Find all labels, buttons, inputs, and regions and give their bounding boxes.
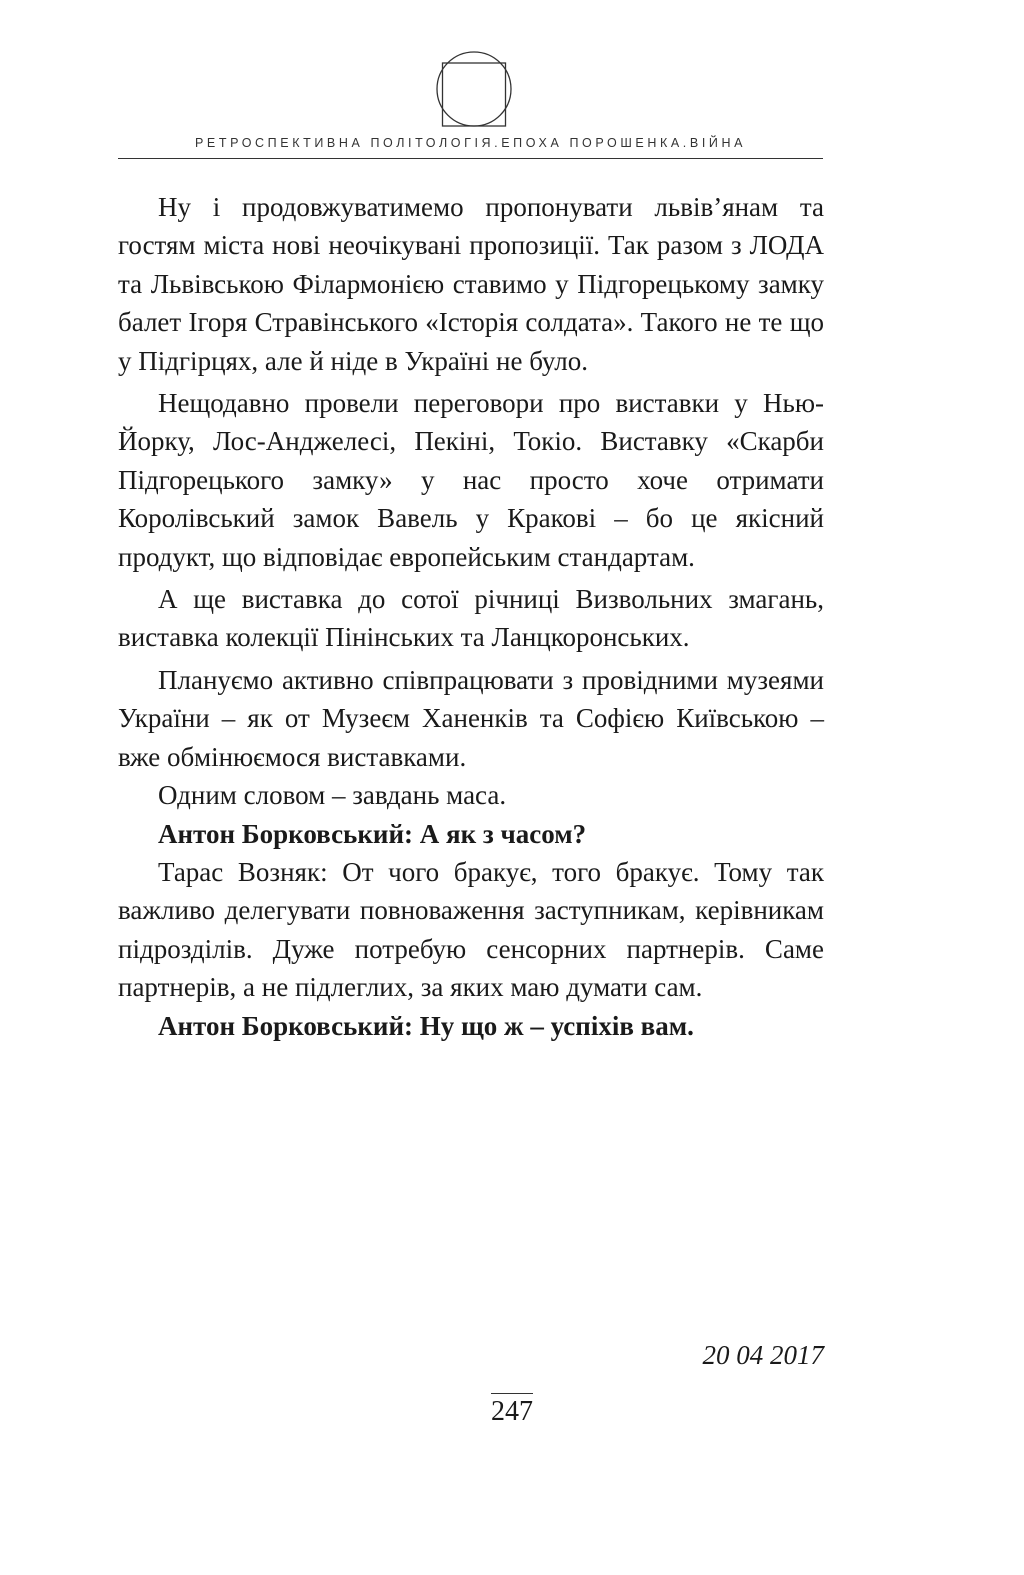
page-number-container: [0, 1393, 1024, 1428]
running-header: РЕТРОСПЕКТИВНА ПОЛІТОЛОГІЯ.ЕПОХА ПОРОШЕНКА.ВІЙНА: [194, 136, 747, 150]
interviewer-closing: Антон Борковський: Ну що ж – успіхів вам.: [158, 1010, 694, 1041]
paragraph: Нещодавно провели переговори про виставки у Нью-Йорку, Лос-Анджелесі, Пекіні, Токіо. Виставку «Скарби Підгорецького замку» у нас просто хоче отримати Королівський замок Вавель у Кракові – бо це якісний продукт, що відповідає европейським стандартам.: [118, 388, 824, 572]
header-divider: [118, 158, 823, 159]
paragraph: А ще виставка до сотої річниці Визвольних змагань, виставка колекції Пінінських та Ланцкоронських.: [118, 584, 824, 653]
publication-date: 20 04 2017: [702, 1340, 824, 1370]
article-body: [118, 188, 824, 1045]
paragraph: Ну і продовжуватимемо пропонувати львів’янам та гостям міста нові неочікувані пропозиції. Так разом з ЛОДА та Львівською Філармонією ставимо у Підгорецькому замку балет Ігоря Стравінського «Історія солдата». Такого не те що у Підгірцях, але й ніде в Україні не було.: [118, 192, 824, 376]
interviewer-question: Антон Борковський: А як з часом?: [158, 818, 587, 849]
page-number: 247: [491, 1393, 533, 1428]
paragraph: Тарас Возняк: От чого бракує, того бракує. Тому так важливо делегувати повноваження заступникам, керівникам підрозділів. Дуже потребую сенсорних партнерів. Саме партнерів, а не підлеглих, за яких маю думати сам.: [118, 856, 824, 1003]
circle-square-emblem-icon: [435, 50, 513, 128]
paragraph: Плануємо активно співпрацювати з провідними музеями України – як от Музеєм Ханенків та Софією Київською – вже обмінюємося виставками.: [118, 664, 824, 772]
paragraph: Одним словом – завдань маса.: [158, 780, 507, 811]
